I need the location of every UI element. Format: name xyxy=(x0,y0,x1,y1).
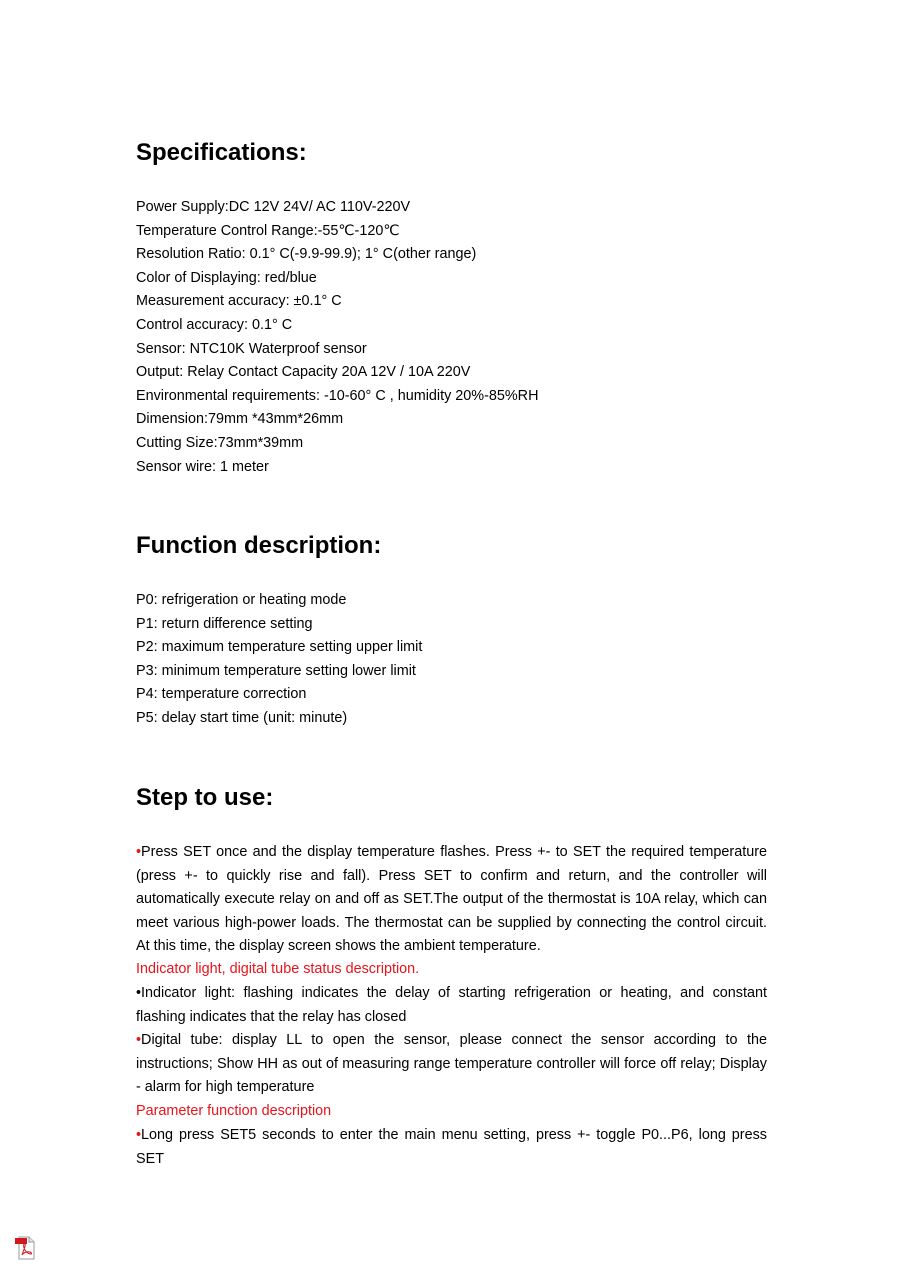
function-item: P0: refrigeration or heating mode xyxy=(136,592,347,608)
spec-item: Power Supply:DC 12V 24V/ AC 110V-220V xyxy=(136,199,411,215)
step-paragraph-2: •Indicator light: flashing indicates the delay of starting refrigeration or heating, and constant flashing indicates that the relay has closed xyxy=(136,985,767,1025)
spec-item: Color of Displaying: red/blue xyxy=(136,269,317,286)
bullet: • xyxy=(136,844,142,860)
function-list xyxy=(136,589,422,731)
step-paragraph-3: •Digital tube: display LL to open the sensor, please connect the sensor according to the instructions; Show HH as out of measuring range temperature controller will force off relay; Display - alarm for high temperature xyxy=(136,1032,767,1096)
spec-item: Sensor wire: 1 meter xyxy=(136,458,269,475)
spec-item: Control accuracy: 0.1° C xyxy=(136,316,293,333)
function-item: P3: minimum temperature setting lower limit xyxy=(136,662,416,679)
spec-item: Sensor: NTC10K Waterproof sensor xyxy=(136,340,367,357)
spec-item: Measurement accuracy: ±0.1° C xyxy=(136,293,342,310)
function-item: P2: maximum temperature setting upper limit xyxy=(136,639,423,656)
specifications-heading: Specifications: xyxy=(136,139,307,166)
function-description-heading: Function description: xyxy=(136,532,382,559)
bullet: • xyxy=(136,1032,142,1048)
step-paragraph-4: •Long press SET5 seconds to enter the main menu setting, press +- toggle P0...P6, long press SET xyxy=(136,1127,767,1167)
bullet: • xyxy=(136,1127,142,1143)
function-item: P1: return difference setting xyxy=(136,615,313,632)
function-item: P5: delay start time (unit: minute) xyxy=(136,709,348,726)
spec-item: Dimension:79mm *43mm*26mm xyxy=(136,411,344,428)
spec-item: Output: Relay Contact Capacity 20A 12V / 10A 220V xyxy=(136,364,471,381)
spec-item: Environmental requirements: -10-60° C , humidity 20%-85%RH xyxy=(136,387,539,404)
step-to-use-heading: Step to use: xyxy=(136,784,274,811)
parameter-subheading: Parameter function description xyxy=(136,1103,332,1119)
spec-item: Resolution Ratio: 0.1° C(-9.9-99.9); 1° C(other range) xyxy=(136,246,477,263)
pdf-file-icon xyxy=(14,1235,38,1261)
step-paragraph-1: •Press SET once and the display temperature flashes. Press +- to SET the required temperature (press +- to quickly rise and fall). Press SET to confirm and return, and the controller will automatically execute relay on and off as SET.The output of the thermostat is 10A relay, which can meet various high-power loads. The thermostat can be supplied by connecting the control circuit. At this time, the display screen shows the ambient temperature. xyxy=(136,844,767,955)
spec-item: Cutting Size:73mm*39mm xyxy=(136,434,304,451)
function-item: P4: temperature correction xyxy=(136,686,307,703)
specifications-list xyxy=(136,196,538,479)
spec-item: Temperature Control Range:-55℃-120℃ xyxy=(136,222,400,239)
indicator-subheading: Indicator light, digital tube status description. xyxy=(136,961,420,977)
